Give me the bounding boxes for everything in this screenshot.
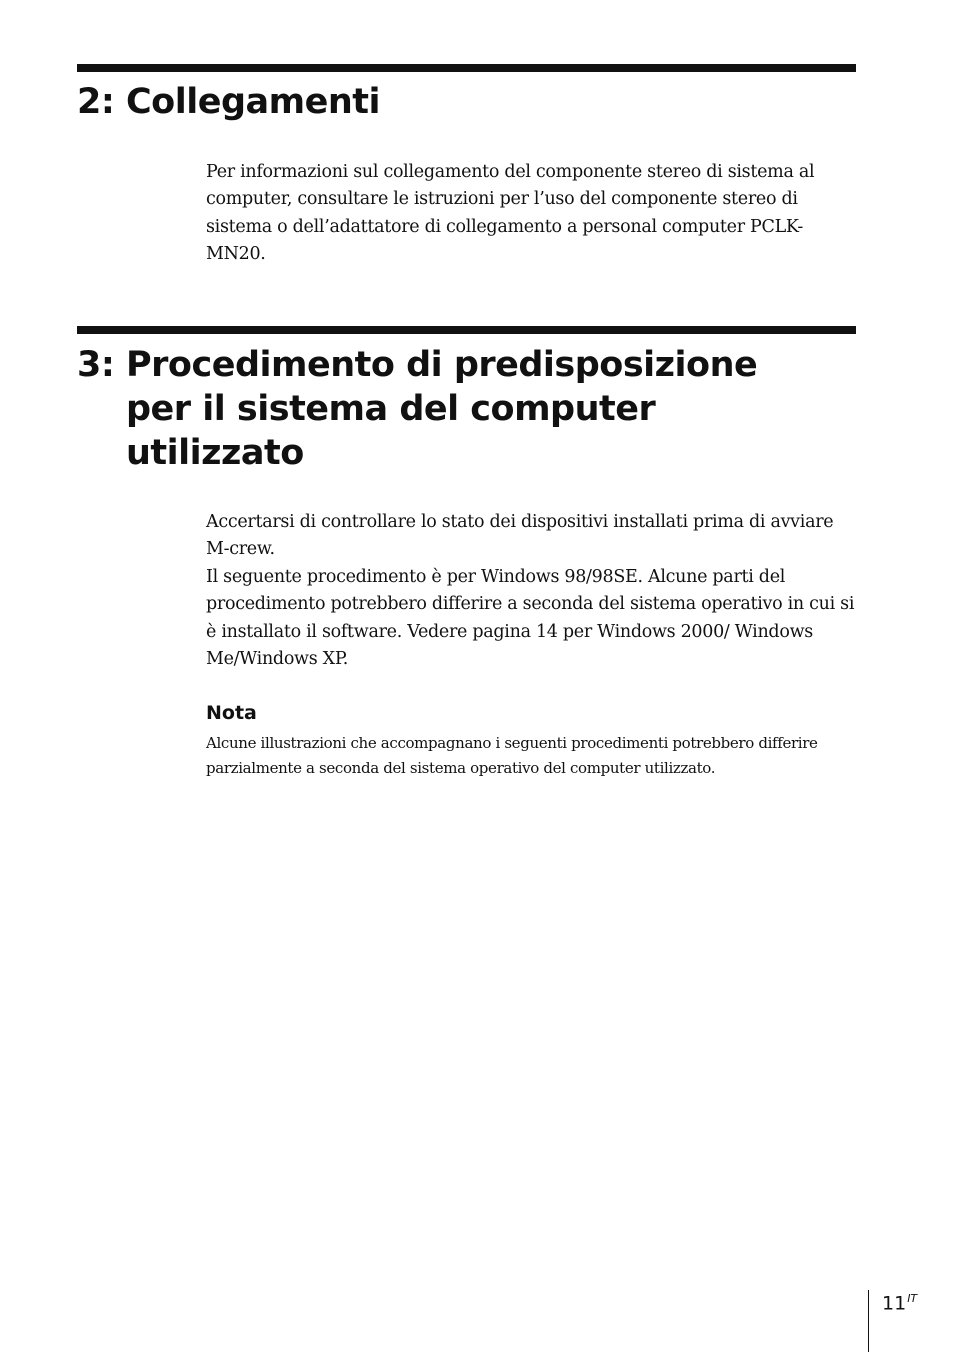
section-3-paragraph-1: Accertarsi di controllare lo stato dei dispositivi installati prima di avviare M-crew.: [206, 512, 834, 560]
section-3-heading: [77, 343, 857, 475]
section-3-title-line-1: Procedimento di predisposizione: [126, 345, 758, 385]
section-2-title: Collegamenti: [126, 82, 380, 122]
section-2-paragraph: Per informazioni sul collegamento del componente stereo di sistema al computer, consultare le istruzioni per l’uso del componente stereo di sistema o dell’adattatore di collegamento a personal computer PCLK-MN20.: [206, 162, 815, 264]
section-2-top-rule: [77, 64, 856, 72]
section-3-top-rule: [77, 326, 856, 334]
note-text: Alcune illustrazioni che accompagnano i seguenti procedimenti potrebbero differire parzialmente a seconda del sistema operativo del computer utilizzato.: [206, 734, 818, 777]
section-2-number: 2:: [77, 82, 115, 122]
page-number-value: 11: [882, 1292, 907, 1315]
section-2-heading: [77, 80, 380, 124]
page-language-code: IT: [907, 1292, 918, 1305]
section-3-paragraph-2: Il seguente procedimento è per Windows 98/98SE. Alcune parti del procedimento potrebbero differire a seconda del sistema operativo in cui si è installato il software. Vedere pagina 14 per Windows 2000/ Windows Me/Windows XP.: [206, 567, 855, 669]
page-number: [882, 1286, 917, 1316]
section-3-heading-line-1: [77, 343, 857, 387]
section-3-title-line-3: utilizzato: [126, 433, 304, 473]
section-3-title-line-2: per il sistema del computer: [126, 389, 656, 429]
page-number-divider: [868, 1290, 869, 1352]
section-3-number: 3:: [77, 345, 115, 385]
note-title: Nota: [206, 702, 257, 724]
